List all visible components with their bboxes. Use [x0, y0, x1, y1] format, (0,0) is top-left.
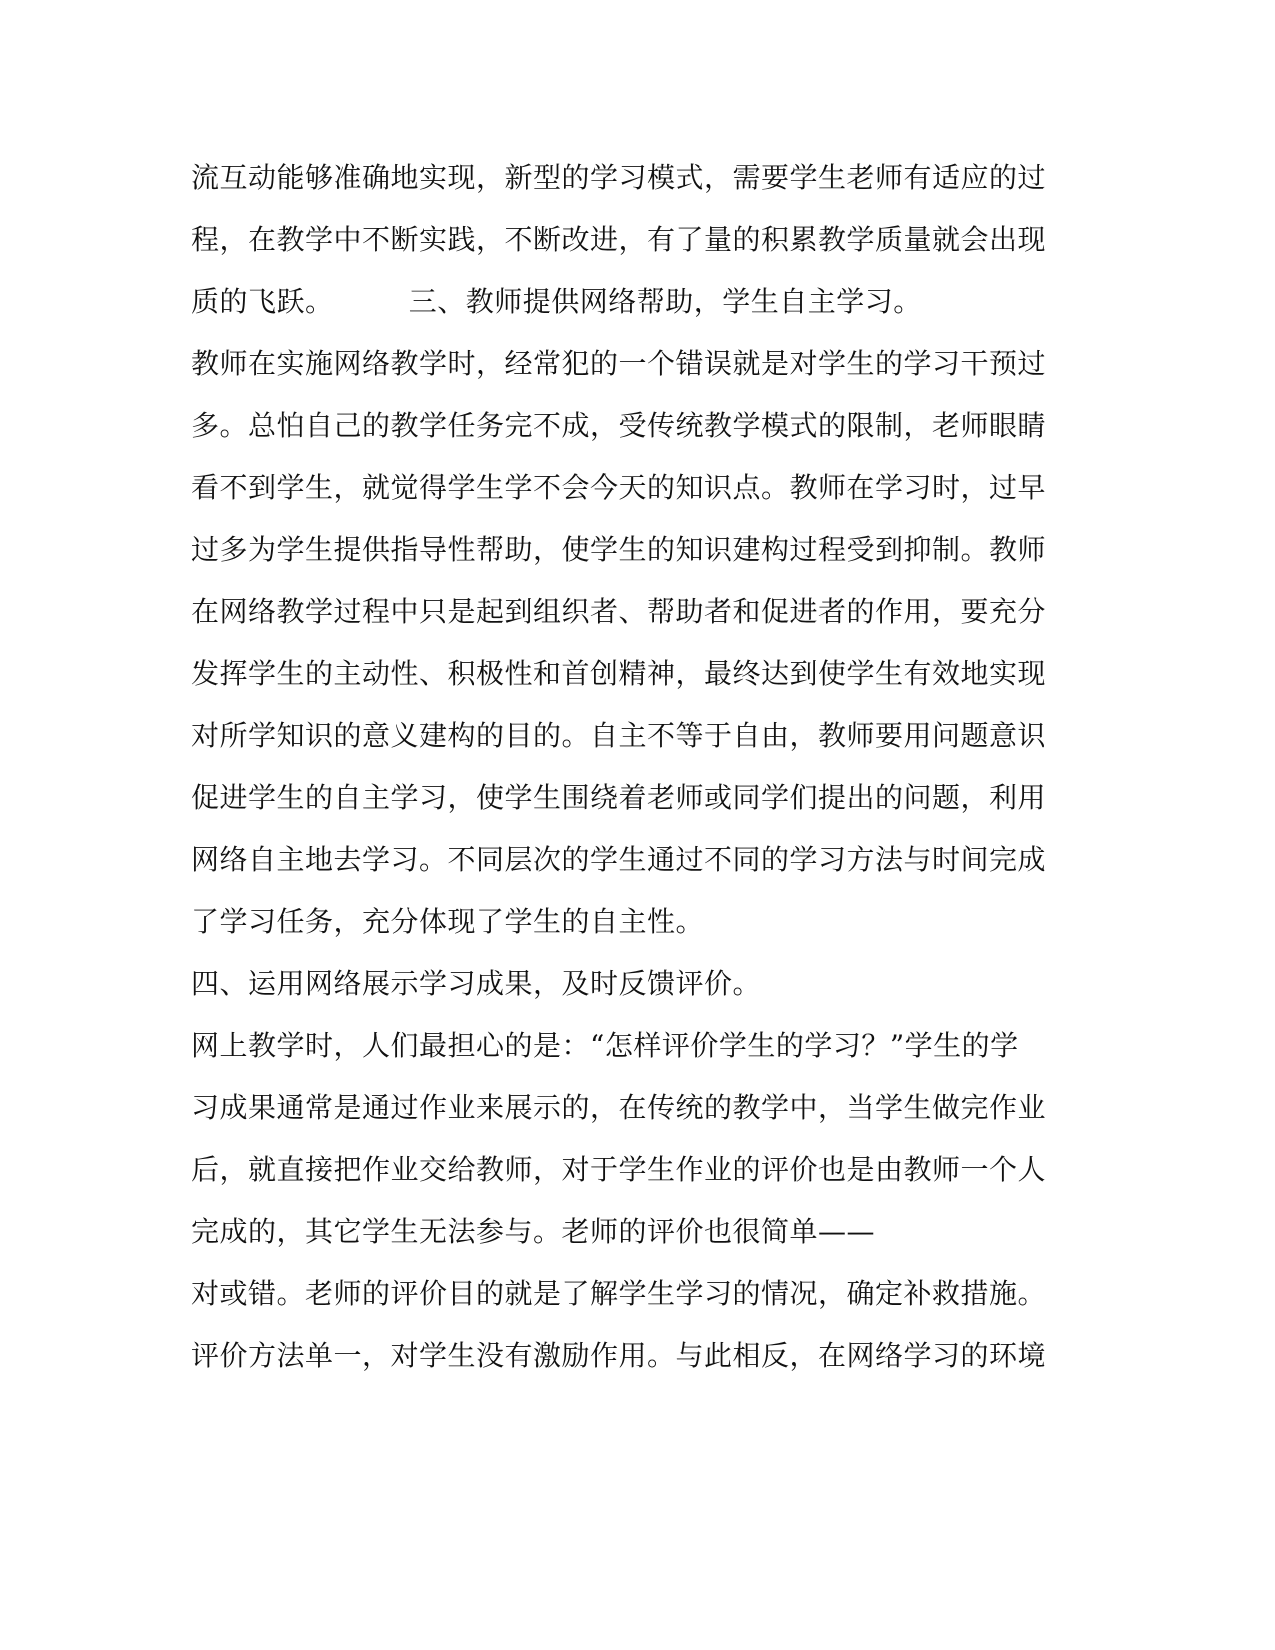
text-line: 对或错。老师的评价目的就是了解学生学习的情况，确定补救措施。 [191, 1277, 1047, 1310]
text-line: 程，在教学中不断实践，不断改进，有了量的积累教学质量就会出现 [191, 223, 1047, 256]
text-line: 质的飞跃。 三、教师提供网络帮助，学生自主学习。 [191, 285, 922, 318]
text-line: 流互动能够准确地实现，新型的学习模式，需要学生老师有适应的过 [191, 161, 1047, 194]
text-line: 评价方法单一，对学生没有激励作用。与此相反，在网络学习的环境 [191, 1339, 1047, 1372]
text-line: 对所学知识的意义建构的目的。自主不等于自由，教师要用问题意识 [191, 719, 1047, 752]
text-line: 教师在实施网络教学时，经常犯的一个错误就是对学生的学习干预过 [191, 347, 1047, 380]
text-line: 看不到学生，就觉得学生学不会今天的知识点。教师在学习时，过早 [191, 471, 1047, 504]
text-line: 在网络教学过程中只是起到组织者、帮助者和促进者的作用，要充分 [191, 595, 1047, 628]
text-line: 多。总怕自己的教学任务完不成，受传统教学模式的限制，老师眼睛 [191, 409, 1047, 442]
text-line: 发挥学生的主动性、积极性和首创精神，最终达到使学生有效地实现 [191, 657, 1047, 690]
text-line: 网络自主地去学习。不同层次的学生通过不同的学习方法与时间完成 [191, 843, 1047, 876]
text-line: 促进学生的自主学习，使学生围绕着老师或同学们提出的问题，利用 [191, 781, 1047, 814]
text-line: 了学习任务，充分体现了学生的自主性。 [191, 905, 705, 938]
text-line: 过多为学生提供指导性帮助，使学生的知识建构过程受到抑制。教师 [191, 533, 1047, 566]
section-heading: 四、运用网络展示学习成果，及时反馈评价。 [191, 967, 762, 1000]
text-line: 网上教学时，人们最担心的是：“怎样评价学生的学习？”学生的学 [191, 1029, 1019, 1062]
text-line: 完成的，其它学生无法参与。老师的评价也很简单—— [191, 1215, 876, 1248]
text-line: 习成果通常是通过作业来展示的，在传统的教学中，当学生做完作业 [191, 1091, 1047, 1124]
text-line: 后，就直接把作业交给教师，对于学生作业的评价也是由教师一个人 [191, 1153, 1047, 1186]
